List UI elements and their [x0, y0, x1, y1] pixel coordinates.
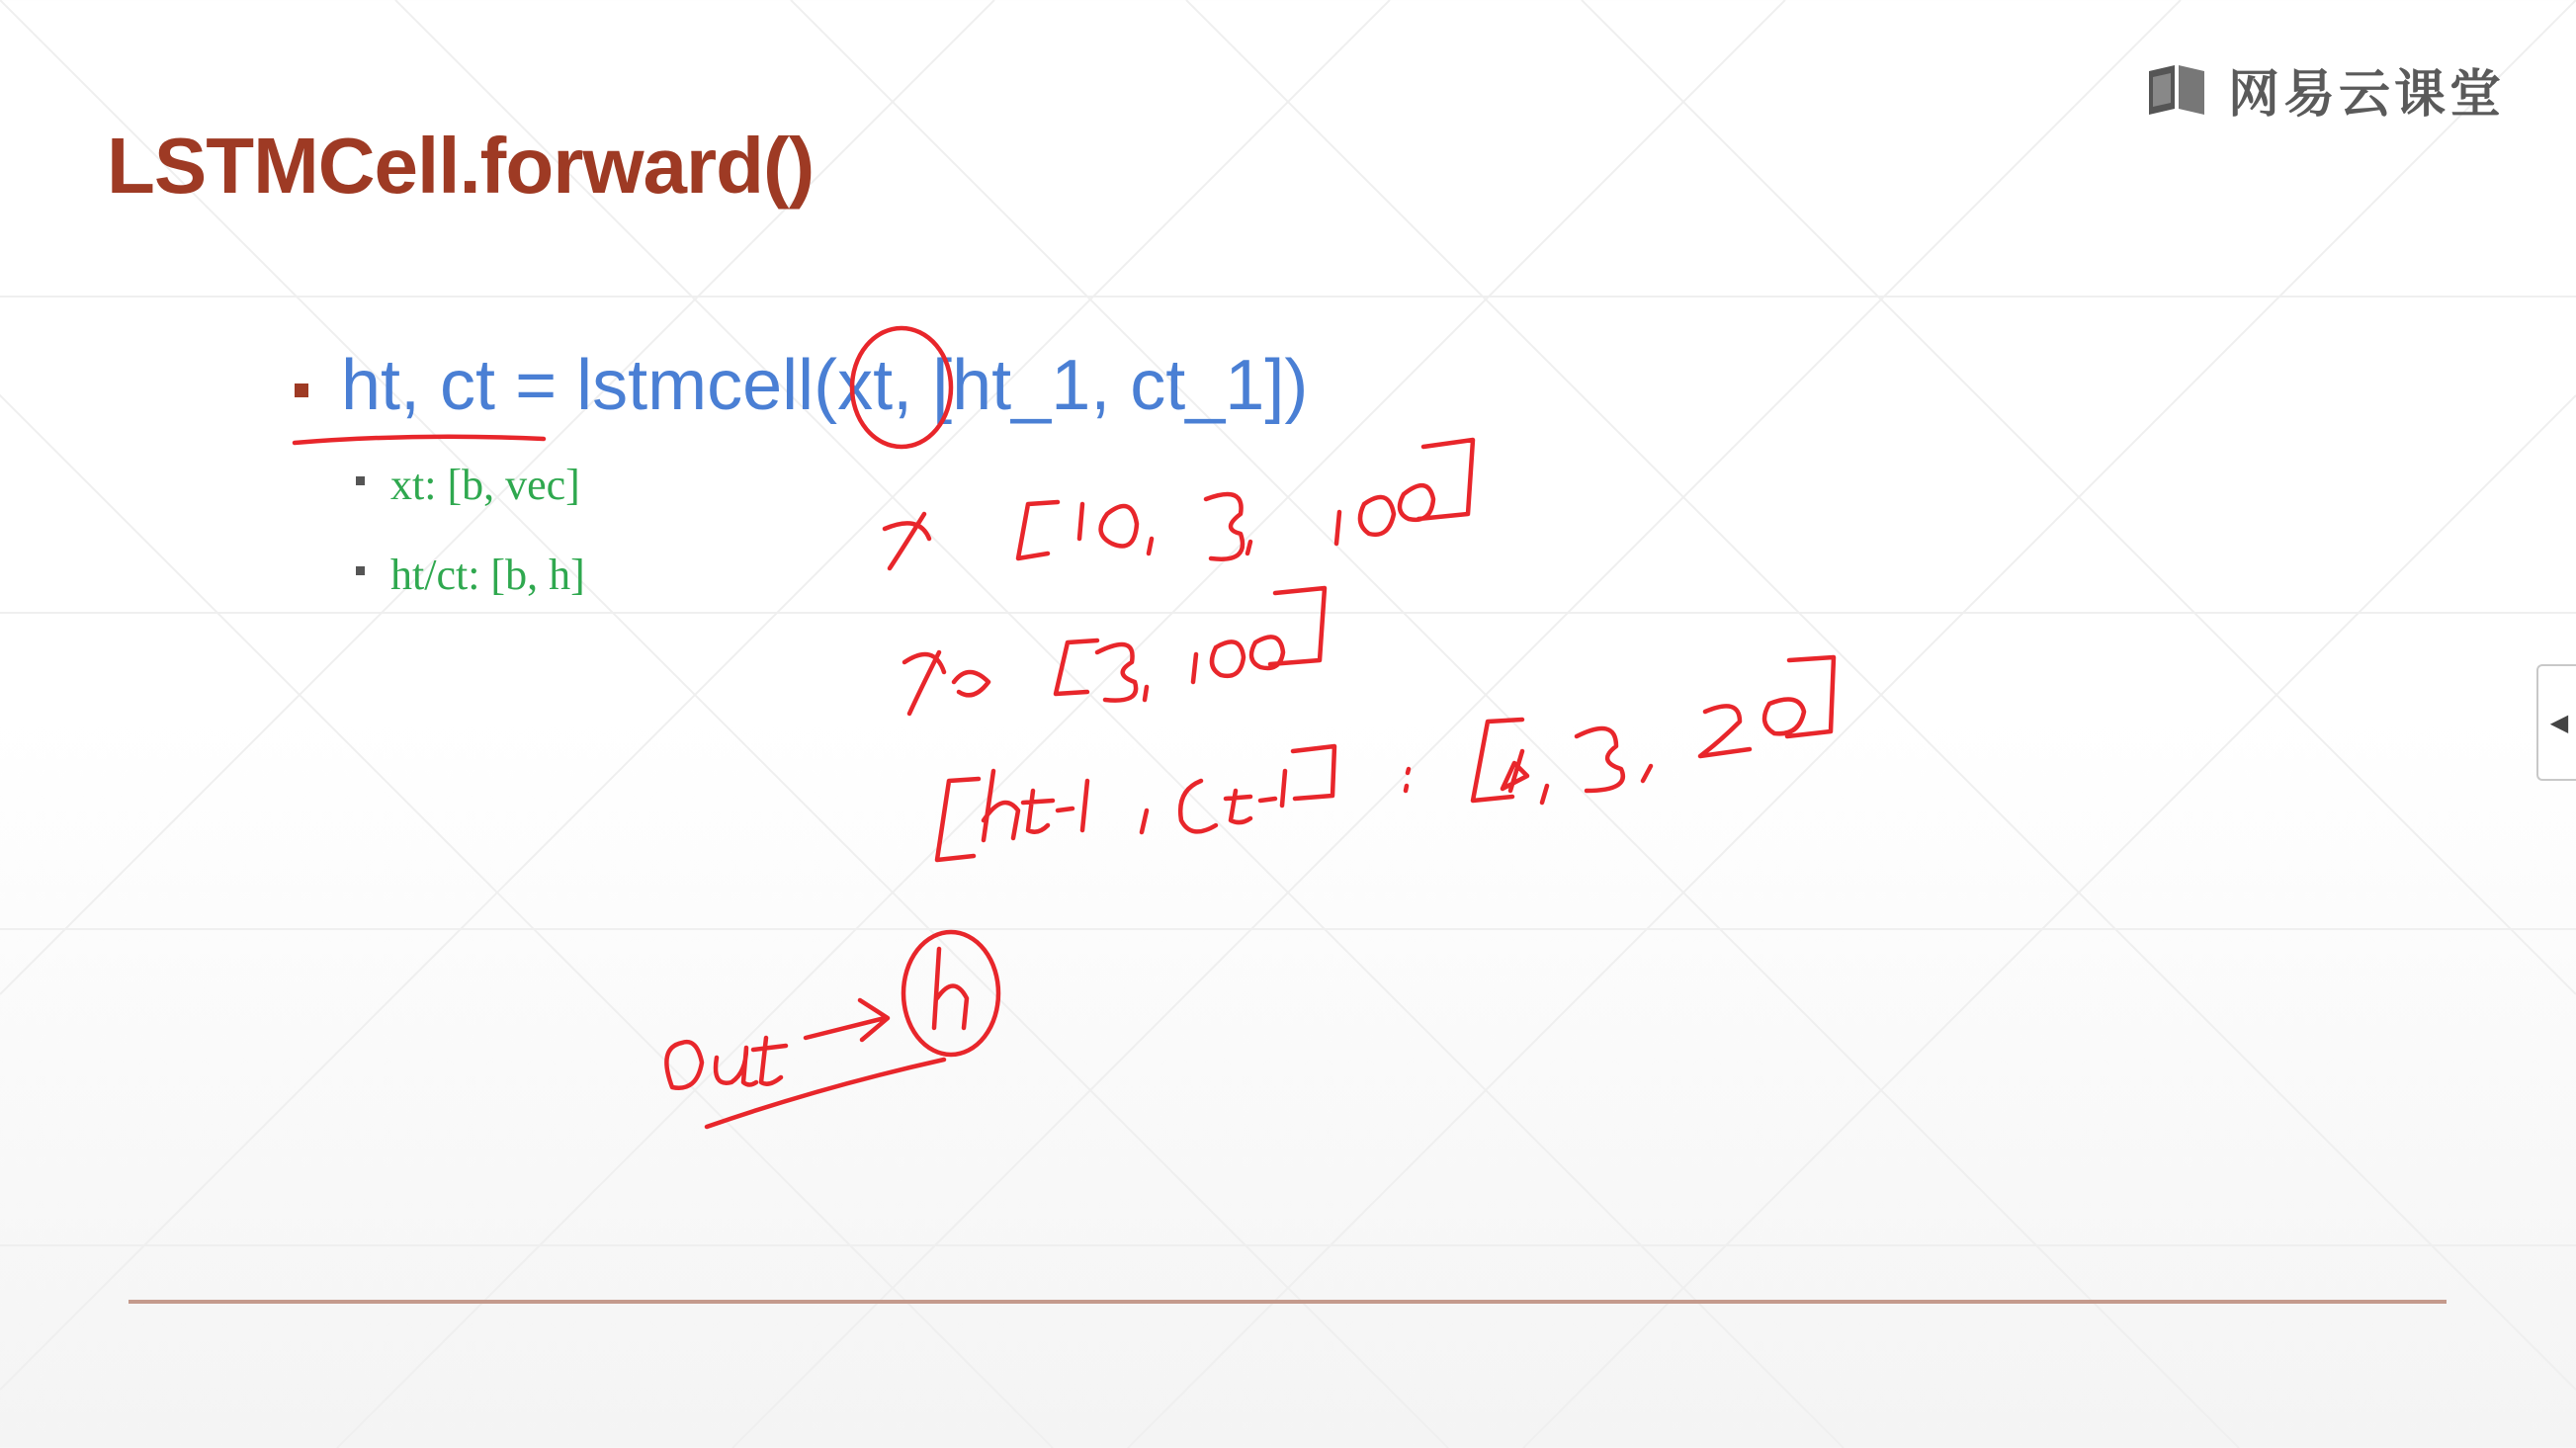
main-bullet-text: ht, ct = lstmcell(xt, [ht_1, ct_1]): [341, 346, 1309, 425]
sub-bullet-text: ht/ct: [b, h]: [390, 551, 585, 599]
slide-title: LSTMCell.forward(): [107, 122, 815, 210]
sub-bullet-text: xt: [b, vec]: [390, 461, 580, 509]
netease-logo: [2145, 57, 2506, 125]
bottom-rule: [129, 1300, 2447, 1304]
sub-bullet-marker: [356, 476, 365, 485]
sub-bullet-marker: [356, 566, 365, 575]
side-panel-toggle[interactable]: [2536, 664, 2576, 781]
bullet-marker: [295, 383, 308, 397]
logo-text: 网易云课堂: [2228, 64, 2506, 125]
book-icon: [2145, 57, 2208, 121]
caret-left-icon: ◀: [2549, 709, 2569, 736]
